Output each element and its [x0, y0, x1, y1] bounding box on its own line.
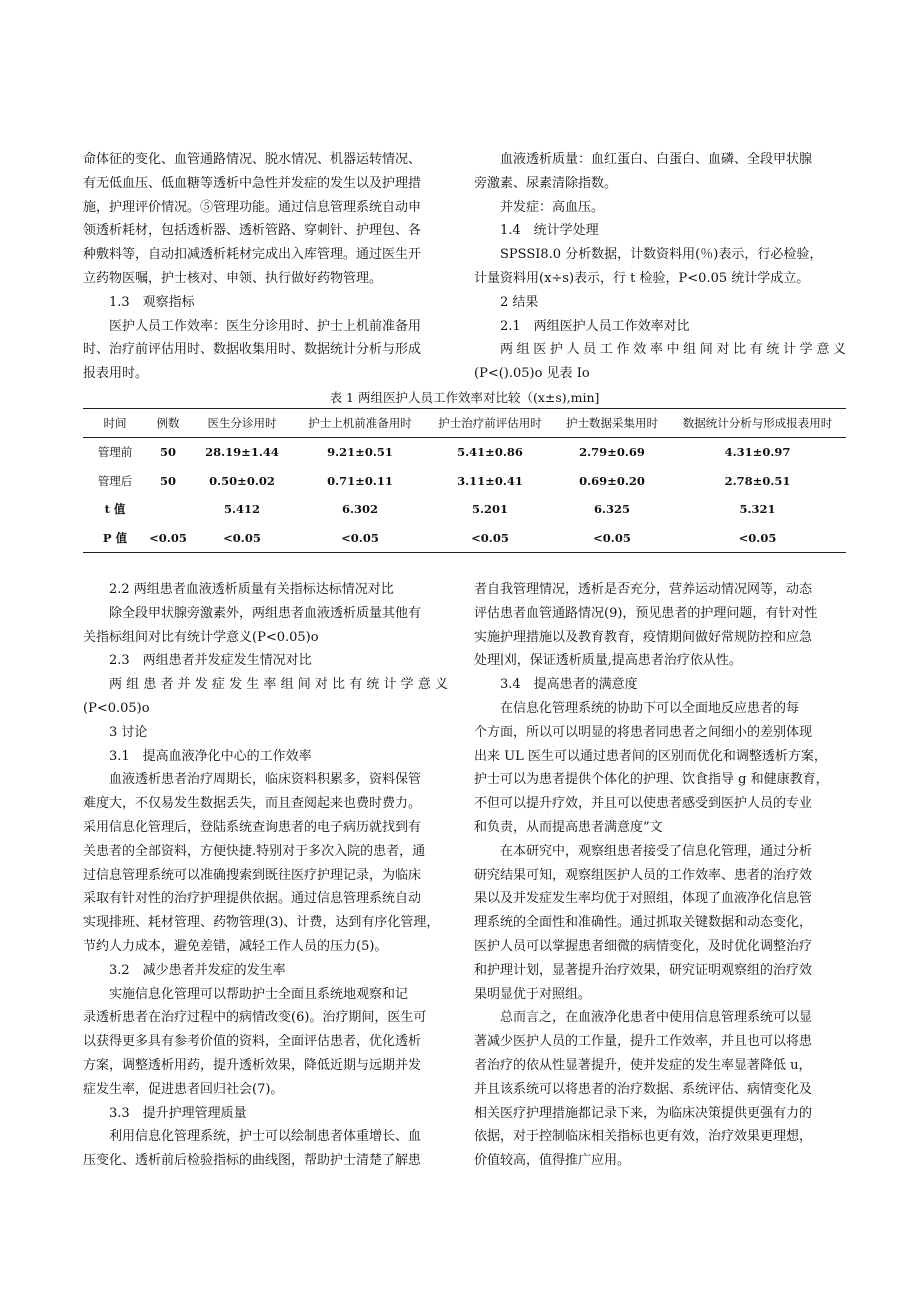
paragraph-line: 总而言之，在血液净化患者中使用信息管理系统可以显 — [500, 1010, 813, 1026]
paragraph-line: 依据，对于控制临床相关指标也更有效，治疗效果更理想， — [474, 1129, 813, 1145]
paragraph-line: 者自我管理情况，透析是否充分，营养运动情况网等，动态 — [474, 582, 813, 597]
table-row — [83, 495, 846, 524]
paragraph-line: 有无低血压、低血糖等透析中急性并发症的发生以及护理措 — [83, 175, 422, 191]
paragraph-line: (P<0.05)o — [83, 700, 150, 716]
paragraph-line: 处理∣刈，保证透析质量,提高患者治疗依从性。 — [474, 653, 742, 669]
table-cell: 管理后 — [97, 473, 133, 488]
section-heading-3: 3 讨论 — [109, 724, 148, 740]
table-cell: 50 — [159, 473, 176, 488]
paragraph-line: 果以及并发症发生率均优于对照组，体现了血液净化信息管 — [474, 891, 813, 907]
section-heading-3-4: 3.4 提高患者的满意度 — [500, 677, 638, 693]
paragraph-line: 者治疗的依从性显著提升，使并发症的发生率显著降低 u， — [474, 1057, 812, 1073]
bottom-left-column — [83, 578, 448, 1173]
paragraph-line: 实施护理措施以及教育教育，疫情期间做好常规防控和应急 — [474, 629, 813, 645]
paragraph-line: 以获得更多具有参考价值的资料，全面评估患者，优化透析 — [83, 1034, 422, 1050]
table-cell: 5.321 — [739, 502, 776, 517]
table-header-cell: 时间 — [83, 409, 147, 438]
top-right-column — [474, 148, 846, 386]
section-heading-2-2: 2.2 两组患者血液透析质量有关指标达标情况对比 — [109, 582, 394, 597]
table-header-cell: 医生分诊用时 — [189, 409, 295, 438]
paragraph-line: 在本研究中，观察组患者接受了信息化管理，通过分析 — [500, 843, 813, 859]
section-heading-2: 2 结果 — [500, 294, 539, 310]
table-row — [83, 438, 846, 467]
top-left-column — [83, 148, 448, 386]
table-cell: 0.69±0.20 — [579, 473, 645, 488]
paragraph-line: 医护人员工作效率：医生分诊用时、护士上机前准备用 — [109, 318, 422, 334]
table-cell: t 值 — [104, 502, 126, 517]
paragraph-line: 关指标组间对比有统计学意义(P<0.05)o — [83, 629, 319, 645]
paragraph-line: 实现排班、耗材管理、药物管理(3)、计费，达到有序化管理， — [83, 915, 440, 931]
paragraph-line: (P<().05)o 见表 Io — [474, 366, 590, 382]
table-caption: 表 1 两组医护人员工作效率对比较（(x±s),min] — [329, 390, 600, 405]
paragraph-line: 节约人力成本，避免差错，减轻工作人员的压力(5)。 — [83, 938, 388, 954]
paragraph-line: 研究结果可知，观察组医护人员的工作效率、患者的治疗效 — [474, 867, 813, 883]
paragraph-line: 领透析耗材，包括透析器、透析管路、穿刺针、护理包、各 — [83, 223, 422, 239]
paragraph-line: 两组患者并发症发生率组间对比有统计学意义 — [109, 677, 448, 693]
paragraph-line: 旁激素、尿素清除指数。 — [474, 175, 618, 191]
table-cell: 9.21±0.51 — [327, 445, 393, 460]
paragraph-line: 计量资料用(x÷s)表示，行 t 检验，P<0.05 统计学成立。 — [474, 270, 810, 286]
paragraph-line: 果明显优于对照组。 — [474, 986, 592, 1002]
table-header-cell: 数据统计分析与形成报表用时 — [669, 409, 846, 438]
paragraph-line: 出来 UL 医生可以通过患者间的区别而优化和调整透析方案， — [474, 748, 827, 764]
paragraph-line: 并且该系统可以将患者的治疗数据、系统评估、病情变化及 — [474, 1081, 813, 1097]
paragraph-line: 著减少医护人员的工作量，提升工作效率，并且也可以将患 — [474, 1034, 813, 1050]
paragraph-line: 护士可以为患者提供个体化的护理、饮食指导 g 和健康教育， — [474, 772, 829, 788]
paragraph-line: 评估患者血管通路情况(9)，预见患者的护理问题，有针对性 — [474, 605, 818, 621]
paragraph-line: 理系统的全面性和准确性。通过抓取关键数据和动态变化， — [474, 915, 813, 931]
table-cell: 0.71±0.11 — [327, 473, 393, 488]
table-header-cell: 护士数据采集用时 — [555, 409, 669, 438]
paragraph-line: 血液透析患者治疗周期长，临床资料积累多，资料保管 — [109, 772, 422, 788]
table-cell: <0.05 — [189, 524, 295, 553]
section-heading-3-2: 3.2 减少患者并发症的发生率 — [109, 962, 286, 978]
table-cell — [147, 495, 189, 524]
table-cell: <0.05 — [669, 524, 846, 553]
table-cell: 5.41±0.86 — [457, 445, 523, 460]
table-cell: 28.19±1.44 — [205, 445, 279, 460]
paragraph-line: 个方面，所以可以明显的将患者同患者之间细小的差别体现 — [474, 724, 813, 740]
table-cell: 50 — [159, 445, 176, 460]
table-header-cell: 护士治疗前评估用时 — [425, 409, 555, 438]
section-heading-1-3: 1.3 观察指标 — [109, 294, 195, 310]
paragraph-line: 和负责，从而提高患者满意度”文 — [474, 819, 663, 835]
paragraph-line: 和护理计划，显著提升治疗效果，研究证明观察组的治疗效 — [474, 962, 813, 978]
paragraph-line: 种敷料等，自动扣减透析耗材完成出入库管理。通过医生开 — [83, 247, 422, 263]
table-cell: 5.201 — [471, 502, 508, 517]
table-cell: 2.79±0.69 — [579, 445, 645, 460]
paragraph-line: 立药物医嘱，护士核对、申领、执行做好药物管理。 — [83, 270, 383, 286]
paragraph-line: 命体征的变化、血管通路情况、脱水情况、机器运转情况、 — [83, 152, 422, 167]
paragraph-line: 两组医护人员工作效率中组间对比有统计学意义 — [500, 342, 846, 358]
paragraph-line: 医护人员可以掌握患者细微的病情变化，及时优化调整治疗 — [474, 938, 813, 954]
table-header-cell: 例数 — [147, 409, 189, 438]
section-heading-2-1: 2.1 两组医护人员工作效率对比 — [500, 318, 690, 334]
paragraph-line: 利用信息化管理系统，护士可以绘制患者体重增长、血 — [109, 1129, 422, 1145]
paragraph-line: 录透析患者在治疗过程中的病情改变(6)。治疗期间，医生可 — [83, 1010, 427, 1026]
paragraph-line: 关患者的全部资料，方便快捷.特别对于多次入院的患者，通 — [83, 843, 426, 859]
efficiency-table — [83, 409, 846, 553]
section-heading-1-4: 1.4 统计学处理 — [500, 223, 599, 239]
paragraph-line: 采用信息化管理后，登陆系统查询患者的电子病历就找到有 — [83, 819, 422, 835]
table-cell: 0.50±0.02 — [209, 473, 275, 488]
paragraph-line: 除全段甲状腺旁激素外，两组患者血液透析质量其他有 — [109, 605, 422, 621]
table-cell: 管理前 — [97, 445, 133, 460]
paragraph-line: 难度大，不仅易发生数据丢失，而且查阅起来也费时费力。 — [83, 796, 422, 812]
table-cell: <0.05 — [147, 524, 189, 553]
paragraph-line: 方案，调整透析用药，提升透析效果，降低近期与远期并发 — [83, 1057, 422, 1073]
paragraph-line: 采取有针对性的治疗护理提供依据。通过信息管理系统自动 — [83, 891, 422, 907]
table-cell: 3.11±0.41 — [457, 473, 523, 488]
section-heading-3-3: 3.3 提升护理管理质量 — [109, 1105, 247, 1121]
paragraph-line: 相关医疗护理措施都记录下来，为临床决策提供更强有力的 — [474, 1105, 813, 1121]
table-cell: 4.31±0.97 — [724, 445, 791, 460]
paragraph-line: 压变化、透析前后检验指标的曲线图，帮助护士清楚了解患 — [83, 1153, 422, 1169]
table-cell: <0.05 — [425, 524, 555, 553]
paragraph-line: SPSSI8.0 分析数据，计数资料用(％)表示，行必检验， — [500, 247, 823, 263]
table-row — [83, 524, 846, 553]
paragraph-line: 过信息管理系统可以准确搜索到既往医疗护理记录，为临床 — [83, 867, 422, 883]
paragraph-line: 不但可以提升疗效，并且可以使患者感受到医护人员的专业 — [474, 796, 813, 812]
table-cell: 6.302 — [341, 502, 378, 517]
table-cell: 2.78±0.51 — [724, 473, 791, 488]
table-header-cell: 护士上机前准备用时 — [295, 409, 425, 438]
paragraph-line: 在信息化管理系统的协助下可以全面地反应患者的每 — [500, 700, 800, 716]
paragraph-line: 价值较高，值得推广应用。 — [474, 1153, 631, 1169]
paragraph-line: 并发症：高血压。 — [500, 199, 605, 215]
section-heading-2-3: 2.3 两组患者并发症发生情况对比 — [109, 653, 312, 669]
table-cell: <0.05 — [295, 524, 425, 553]
paragraph-line: 实施信息化管理可以帮助护士全面且系统地观察和记 — [109, 986, 409, 1002]
table-cell: <0.05 — [555, 524, 669, 553]
paragraph-line: 症发生率，促进患者回归社会(7)。 — [83, 1081, 284, 1097]
table-cell: 5.412 — [223, 502, 260, 517]
paragraph-line: 血液透析质量：血红蛋白、白蛋白、血磷、全段甲状腺 — [500, 152, 813, 167]
bottom-right-column — [474, 578, 846, 1173]
table-cell: 6.325 — [593, 502, 630, 517]
section-heading-3-1: 3.1 提高血液净化中心的工作效率 — [109, 748, 312, 764]
paragraph-line: 施，护理评价情况。⑤管理功能。通过信息管理系统自动申 — [83, 199, 422, 215]
table-header-row — [83, 409, 846, 438]
table-row — [83, 467, 846, 496]
table-cell: P 值 — [83, 524, 147, 553]
paragraph-line: 时、治疗前评估用时、数据收集用时、数据统计分析与形成 — [83, 342, 422, 358]
paragraph-line: 报表用时。 — [83, 366, 149, 382]
